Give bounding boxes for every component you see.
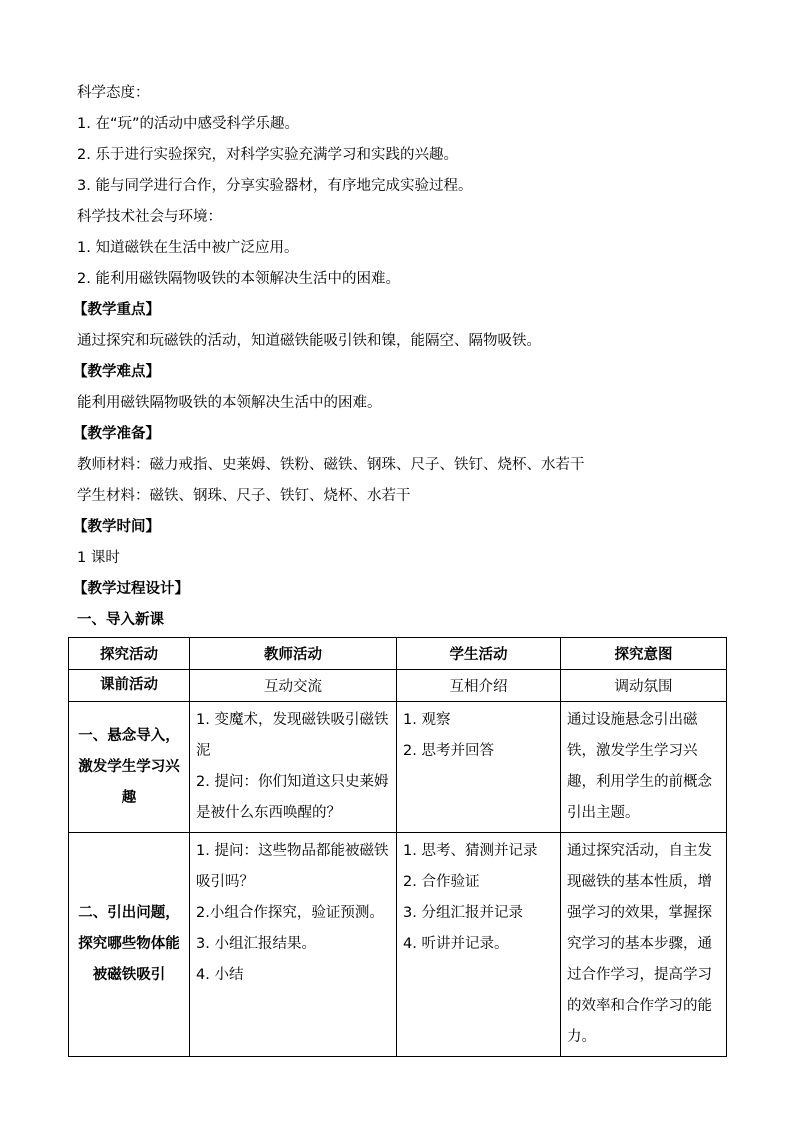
process-table [68,637,727,1057]
pre-class-intent: 调动氛围 [561,670,727,702]
difficulty-text: 能利用磁铁隔物吸铁的本领解决生活中的困难。 [77,395,382,411]
row1-student [397,702,561,833]
prep-heading: 【教学准备】 [73,426,160,442]
section-one-heading: 一、导入新课 [77,612,164,628]
row1-student-item: 1. 观察 [403,712,451,728]
row2-teacher-item: 1. 提问：这些物品都能被磁铁吸引吗？ [196,843,389,890]
table-row [69,670,727,702]
row2-teacher-item: 3. 小组汇报结果。 [196,936,316,952]
table-row [69,702,727,833]
row1-teacher [190,702,397,833]
row1-teacher-item: 1. 变魔术，发现磁铁吸引磁铁泥 [196,712,389,759]
time-heading: 【教学时间】 [73,519,160,535]
attitude-item-3: 3. 能与同学进行合作，分享实验器材，有序地完成实验过程。 [77,178,473,194]
header-student: 学生活动 [397,638,561,670]
process-heading: 【教学过程设计】 [73,581,189,597]
header-intent: 探究意图 [561,638,727,670]
time-text: 1 课时 [77,550,120,566]
row2-activity: 二、引出问题，探究哪些物体能被磁铁吸引 [69,833,190,1057]
row1-student-item: 2. 思考并回答 [403,743,494,759]
student-materials: 学生材料：磁铁、钢珠、尺子、铁钉、烧杯、水若干 [77,488,411,504]
row2-teacher [190,833,397,1057]
table-header-row [69,638,727,670]
row2-student [397,833,561,1057]
row2-teacher-item: 2.小组合作探究，验证预测。 [196,905,384,921]
header-activity: 探究活动 [69,638,190,670]
stse-item-1: 1. 知道磁铁在生活中被广泛应用。 [77,240,299,256]
row2-student-item: 2. 合作验证 [403,874,480,890]
row2-student-item: 4. 听讲并记录。 [403,936,509,952]
attitude-heading: 科学态度： [77,85,150,101]
document-body [73,78,727,636]
row2-student-item: 1. 思考、猜测并记录 [403,843,538,859]
row2-intent: 通过探究活动，自主发现磁铁的基本性质，增强学习的效果，掌握探究学习的基本步骤，通过合作学习，提高学习的效率和合作学习的能力。 [561,833,727,1057]
pre-class-activity: 课前活动 [69,670,190,702]
row1-teacher-item: 2. 提问：你们知道这只史莱姆是被什么东西唤醒的？ [196,774,389,821]
stse-heading: 科学技术社会与环境： [77,209,222,225]
attitude-item-1: 1. 在“玩”的活动中感受科学乐趣。 [77,116,299,132]
key-points-text: 通过探究和玩磁铁的活动，知道磁铁能吸引铁和镍，能隔空、隔物吸铁。 [77,333,541,349]
pre-class-teacher: 互动交流 [190,670,397,702]
key-points-heading: 【教学重点】 [73,302,160,318]
attitude-item-2: 2. 乐于进行实验探究，对科学实验充满学习和实践的兴趣。 [77,147,458,163]
row1-activity: 一、悬念导入，激发学生学习兴趣 [69,702,190,833]
teacher-materials: 教师材料：磁力戒指、史莱姆、铁粉、磁铁、钢珠、尺子、铁钉、烧杯、水若干 [77,457,585,473]
header-teacher: 教师活动 [190,638,397,670]
row2-student-item: 3. 分组汇报并记录 [403,905,523,921]
row1-intent: 通过设施悬念引出磁铁，激发学生学习兴趣，利用学生的前概念引出主题。 [561,702,727,833]
stse-item-2: 2. 能利用磁铁隔物吸铁的本领解决生活中的困难。 [77,271,400,287]
table-row [69,833,727,1057]
difficulty-heading: 【教学难点】 [73,364,160,380]
row2-teacher-item: 4. 小结 [196,967,244,983]
pre-class-student: 互相介绍 [397,670,561,702]
